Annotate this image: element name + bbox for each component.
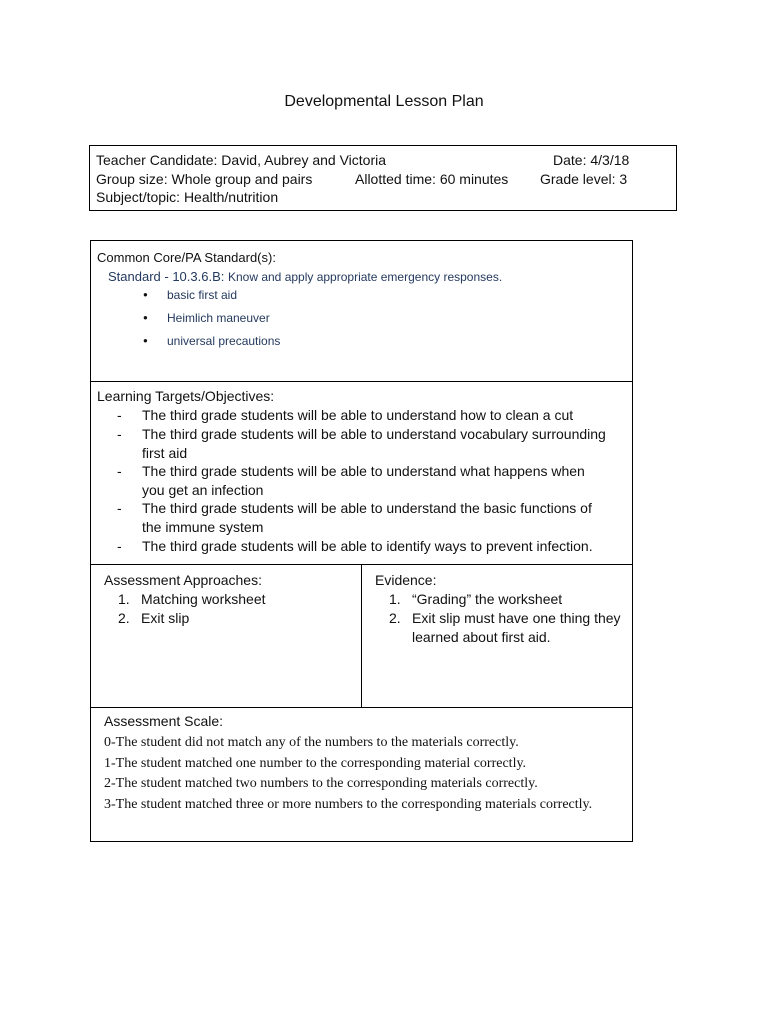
item-text: Matching worksheet	[141, 591, 266, 607]
objective-text: The third grade students will be able to understand what happens when you get an infection	[142, 463, 585, 498]
item-number: 1.	[389, 591, 401, 607]
item-number: 1.	[118, 591, 130, 607]
scale-item: 2-The student matched two numbers to the corresponding materials correctly.	[104, 776, 538, 791]
objectives-section	[91, 382, 632, 565]
allotted-time: Allotted time: 60 minutes	[355, 171, 509, 187]
scale-item: 0-The student did not match any of the numbers to the materials correctly.	[104, 735, 519, 750]
list-item	[375, 609, 625, 647]
standards-section	[91, 241, 632, 381]
column-divider	[361, 565, 362, 707]
group-size: Group size: Whole group and pairs	[96, 171, 313, 187]
assessment-approaches	[104, 571, 354, 628]
list-item	[117, 425, 607, 462]
list-item	[117, 406, 607, 425]
assessment-evidence-section	[91, 565, 632, 707]
lesson-info-box	[89, 145, 677, 211]
standard-description: Know and apply appropriate emergency responses.	[227, 270, 503, 284]
evidence-column	[375, 571, 625, 647]
list-item	[375, 590, 625, 609]
list-item	[104, 609, 354, 628]
grade-level: Grade level: 3	[540, 171, 628, 187]
teacher-candidate: Teacher Candidate: David, Aubrey and Victoria	[96, 152, 387, 168]
dash-bullet: -	[117, 426, 122, 442]
scale-list	[104, 733, 604, 815]
standard-code: Standard - 10.3.6.B:	[108, 269, 225, 284]
assessment-header: Assessment Approaches:	[104, 572, 262, 588]
objective-text: The third grade students will be able to understand vocabulary surrounding first aid	[142, 426, 606, 461]
dash-bullet: -	[117, 463, 122, 479]
list-item	[117, 462, 607, 499]
subject-topic: Subject/topic: Health/nutrition	[96, 189, 279, 205]
dash-bullet: -	[117, 500, 122, 516]
lesson-date: Date: 4/3/18	[553, 152, 630, 168]
lesson-plan-table	[90, 240, 633, 842]
standards-list	[141, 287, 280, 356]
evidence-header: Evidence:	[375, 572, 437, 588]
objectives-header: Learning Targets/Objectives:	[97, 388, 275, 404]
item-text: “Grading” the worksheet	[412, 591, 563, 607]
assessment-scale-section	[91, 707, 632, 843]
item-number: 2.	[118, 610, 130, 626]
item-number: 2.	[389, 610, 401, 626]
list-item: ● Heimlich maneuver	[141, 310, 280, 333]
list-item: ● basic first aid	[141, 287, 280, 310]
scale-header: Assessment Scale:	[104, 713, 224, 729]
item-text: Exit slip must have one thing they learned about first aid.	[412, 610, 621, 645]
objective-text: The third grade students will be able to identify ways to prevent infection.	[142, 538, 593, 554]
standard-line	[108, 269, 502, 284]
list-item: ● universal precautions	[141, 333, 280, 356]
page-title: Developmental Lesson Plan	[284, 93, 484, 110]
objective-text: The third grade students will be able to understand the basic functions of the immune system	[142, 500, 592, 535]
scale-item: 1-The student matched one number to the corresponding material correctly.	[104, 755, 527, 771]
dash-bullet: -	[117, 538, 122, 554]
list-item	[117, 499, 607, 536]
item-text: Exit slip	[141, 610, 190, 626]
objective-text: The third grade students will be able to understand how to clean a cut	[142, 407, 574, 423]
list-item	[104, 590, 354, 609]
list-item	[117, 537, 607, 556]
scale-item: 3-The student matched three or more numbers to the corresponding materials correctly.	[104, 796, 593, 812]
standards-header: Common Core/PA Standard(s):	[97, 250, 276, 265]
dash-bullet: -	[117, 407, 122, 423]
